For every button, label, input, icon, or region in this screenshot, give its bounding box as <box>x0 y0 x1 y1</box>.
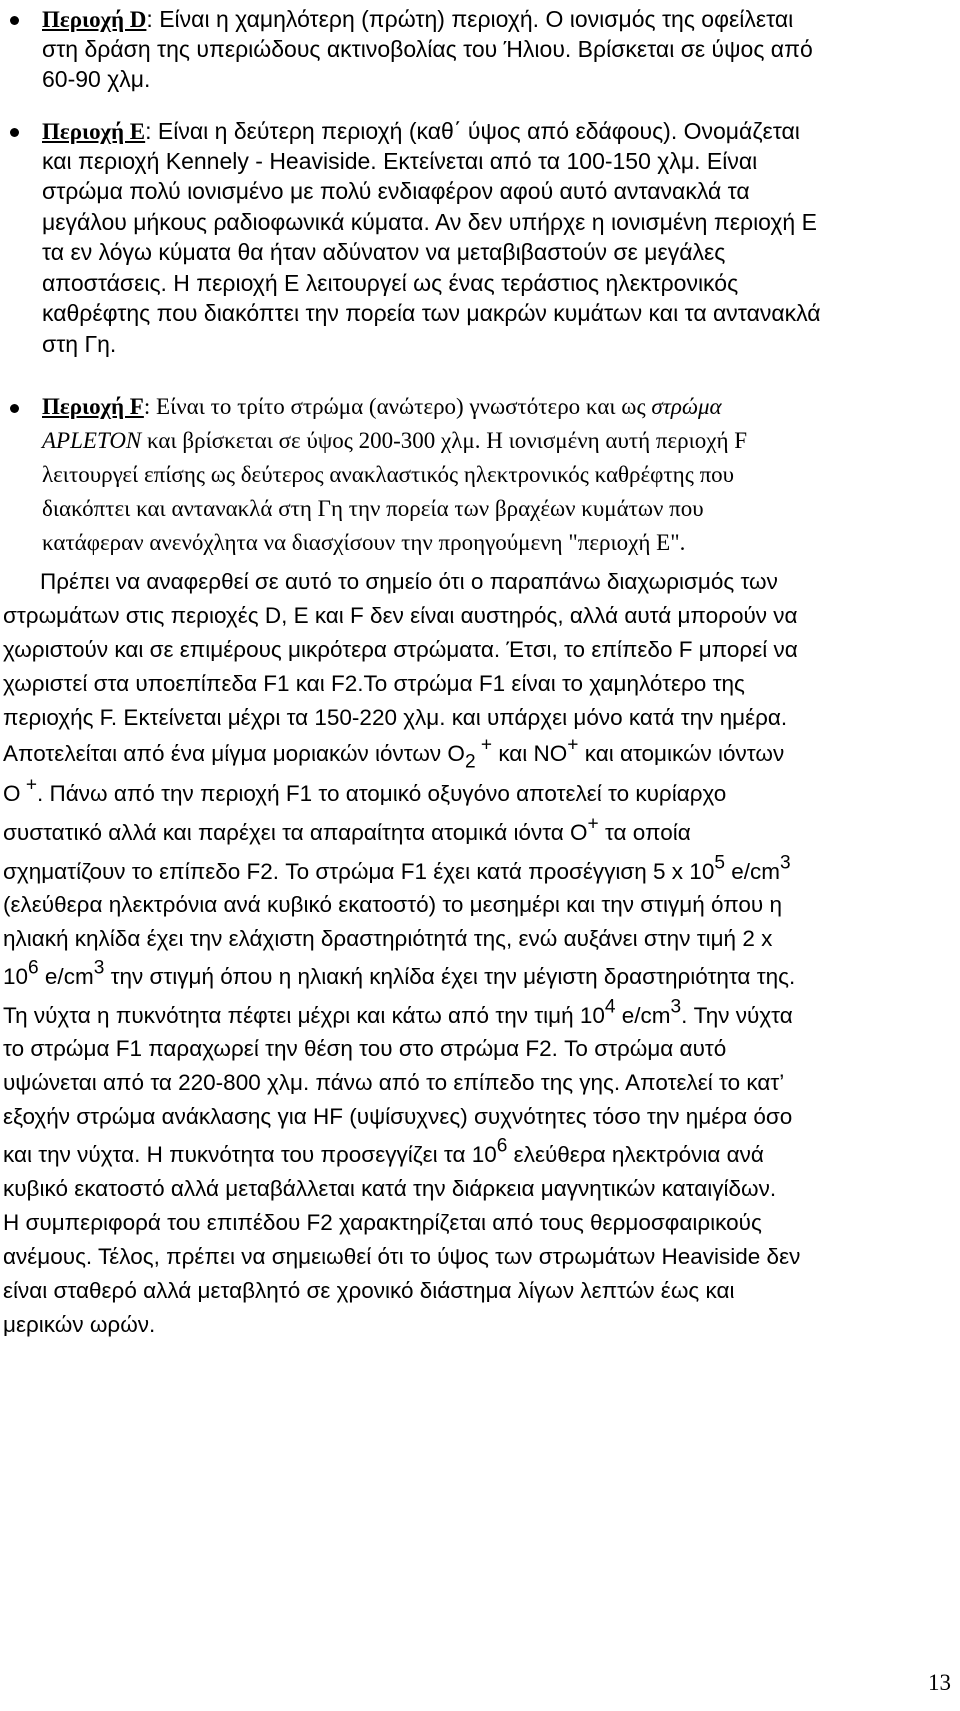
page-number: 13 <box>928 1670 951 1695</box>
text-line: σχηματίζουν το επίπεδο F2. Το στρώμα F1 έχει κατά προσέγγιση 5 x $10^5$ $e/cm^3$ <box>3 852 791 884</box>
text-line: στρωμάτων στις περιοχές D, E και F δεν είναι αυστηρός, αλλά αυτά μπορούν να <box>3 603 798 628</box>
text-line: καθρέφτης που διακόπτει την πορεία των μακρών κυμάτων και τα αντανακλά <box>42 300 821 326</box>
text-line: : Είναι η δεύτερη περιοχή (καθ΄ ύψος από εδάφους). Ονομάζεται <box>145 118 800 144</box>
text-line: και βρίσκεται σε ύψος 200-300 χλμ. Η ιονισμένη αυτή περιοχή F <box>141 428 748 453</box>
text-line: εξοχήν στρώμα ανάκλασης για HF (υψίσυχνες) συχνότητες τόσο την ημέρα όσο <box>3 1104 793 1129</box>
text-line: ανέμους. Τέλος, πρέπει να σημειωθεί ότι το ύψος των στρωμάτων Heaviside δεν <box>3 1244 801 1269</box>
text-line: Τη νύχτα η πυκνότητα πέφτει μέχρι και κάτω από την τιμή $10^4$ $e/cm^3$. Την νύχτα <box>3 996 793 1028</box>
text-line: το στρώμα F1 παραχωρεί την θέση του στο στρώμα F2. Το στρώμα αυτό <box>3 1036 727 1061</box>
text-line: και περιοχή Kennely - Heaviside. Εκτείνεται από τα 100-150 χλμ. Είναι <box>42 148 758 174</box>
text-line: 60-90 χλμ. <box>42 66 151 92</box>
text-line: : Είναι το τρίτο στρώμα (ανώτερο) γνωστότερο και ως <box>143 394 652 419</box>
region-e-label: Περιοχή Ε <box>42 119 146 144</box>
text-line: O +. Πάνω από την περιοχή F1 το ατομικό οξυγόνο αποτελεί το κυρίαρχο <box>3 774 727 806</box>
text-line: κατάφεραν ανενόχλητα να διασχίσουν την προηγούμενη "περιοχή Ε". <box>42 530 686 555</box>
text-line: στη δράση της υπεριώδους ακτινοβολίας του Ήλιου. Βρίσκεται σε ύψος από <box>42 36 813 62</box>
italic-term: APLETON <box>42 428 142 453</box>
text-line: αποστάσεις. Η περιοχή Ε λειτουργεί ως ένας τεράστιος ηλεκτρονικός <box>42 270 739 296</box>
text-line: : Είναι η χαμηλότερη (πρώτη) περιοχή. Ο ιονισμός της οφείλεται <box>146 6 794 32</box>
text-line: τα εν λόγω κύματα θα ήταν αδύνατον να μεταβιβαστούν σε μεγάλες <box>42 239 726 265</box>
text-line: μεγάλου μήκους ραδιοφωνικά κύματα. Αν δεν υπήρχε η ιονισμένη περιοχή Ε <box>42 209 817 235</box>
bullet-dot <box>10 16 19 25</box>
text-line: περιοχής F. Εκτείνεται μέχρι τα 150-220 χλμ. και υπάρχει μόνο κατά την ημέρα. <box>3 705 788 730</box>
text-line: (ελεύθερα ηλεκτρόνια ανά κυβικό εκατοστό) το μεσημέρι και την στιγμή όπου η <box>3 892 782 917</box>
italic-term: στρώμα <box>651 394 722 419</box>
text-line: διακόπτει και αντανακλά στη Γη την πορεία των βραχέων κυμάτων που <box>42 496 704 521</box>
text-line: λειτουργεί επίσης ως δεύτερος ανακλαστικός ηλεκτρονικός καθρέφτης που <box>42 462 735 487</box>
text-line: και την νύχτα. Η πυκνότητα του προσεγγίζει τα $10^6$ ελεύθερα ηλεκτρόνια ανά <box>3 1135 764 1167</box>
text-line: Πρέπει να αναφερθεί σε αυτό το σημείο ότι ο παραπάνω διαχωρισμός των <box>40 569 778 594</box>
text-line: $10^6$ $e/cm^3$ την στιγμή όπου η ηλιακή κηλίδα έχει την μέγιστη δραστηριότητα της. <box>3 957 796 989</box>
text-line: είναι σταθερό αλλά μεταβλητό σε χρονικό διάστημα λίγων λεπτών έως και <box>3 1278 735 1303</box>
text-line: στρώμα πολύ ιονισμένο με πολύ ενδιαφέρον αφού αυτό αντανακλά τα <box>42 178 750 204</box>
region-d-label: Περιοχή D <box>42 7 147 32</box>
text-line: χωριστούν και σε επιμέρους μικρότερα στρώματα. Έτσι, το επίπεδο F μπορεί να <box>3 637 798 662</box>
bullet-dot <box>10 404 19 413</box>
text-line: Η συμπεριφορά του επιπέδου F2 χαρακτηρίζεται από τους θερμοσφαιρικούς <box>3 1210 762 1235</box>
text-line: κυβικό εκατοστό αλλά μεταβάλλεται κατά την διάρκεια μαγνητικών καταιγίδων. <box>3 1176 777 1201</box>
text-line: Αποτελείται από ένα μίγμα μοριακών ιόντων $O_2$ + και NO+ και ατομικών ιόντων <box>3 734 785 773</box>
text-line: μερικών ωρών. <box>3 1312 156 1337</box>
text-line: συστατικό αλλά και παρέχει τα απαραίτητα ατομικά ιόντα O+ τα οποία <box>3 813 691 845</box>
bullet-dot <box>10 128 19 137</box>
text-line: ηλιακή κηλίδα έχει την ελάχιστη δραστηριότητά της, ενώ αυξάνει στην τιμή 2 x <box>3 926 773 951</box>
text-line: στη Γη. <box>42 331 117 357</box>
text-line: υψώνεται από τα 220-800 χλμ. πάνω από το επίπεδο της γης. Αποτελεί το κατ’ <box>3 1070 785 1095</box>
region-f-label: Περιοχή F <box>42 394 144 419</box>
text-line: χωριστεί στα υποεπίπεδα F1 και F2.Το στρώμα F1 είναι το χαμηλότερο της <box>3 671 745 696</box>
